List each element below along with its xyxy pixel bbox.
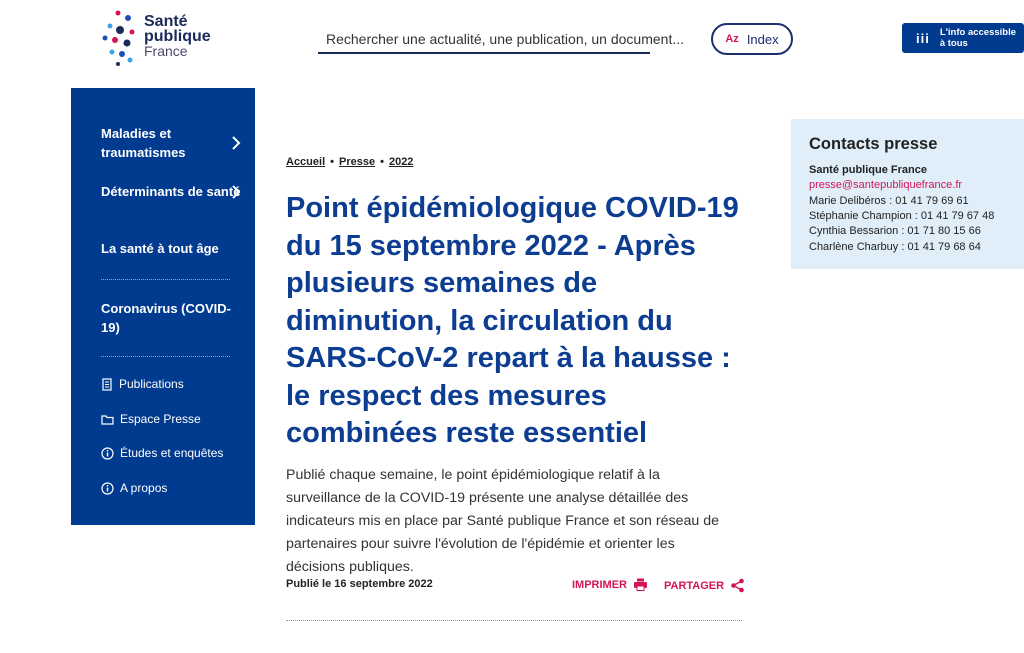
- press-contact: Marie Delibéros : 01 41 79 69 61: [809, 195, 969, 207]
- index-label: Index: [746, 31, 779, 47]
- breadcrumb-separator: •: [330, 156, 334, 168]
- share-label: PARTAGER: [664, 579, 725, 592]
- sidebar-link-publications[interactable]: [101, 377, 184, 391]
- sidebar-link-espace-presse[interactable]: [101, 412, 201, 426]
- logo-line2: publique: [144, 28, 211, 45]
- chevron-right-icon: [231, 184, 241, 200]
- chevron-right-icon: [231, 135, 241, 151]
- sidebar-divider: [101, 356, 230, 357]
- sidebar-link-label: Publications: [119, 377, 184, 391]
- sidebar-item-label: Déterminants de santé: [101, 184, 241, 199]
- sidebar-item-label: Maladies et traumatismes: [101, 126, 186, 160]
- print-button[interactable]: [572, 578, 648, 591]
- accessible-info-label: [940, 27, 1016, 49]
- site-logo[interactable]: [100, 8, 230, 70]
- search-bar[interactable]: [318, 26, 685, 54]
- press-contacts-org: Santé publique France: [809, 164, 927, 176]
- accessible-info-button[interactable]: [902, 23, 1024, 53]
- share-button[interactable]: [664, 578, 745, 593]
- document-icon: [101, 378, 113, 391]
- press-contacts-title: Contacts presse: [809, 135, 938, 153]
- sidebar-item-label: La santé à tout âge: [101, 241, 219, 256]
- sidebar-item-maladies[interactable]: [101, 124, 241, 162]
- search-input[interactable]: Rechercher une actualité, une publication, un document...: [326, 31, 685, 47]
- sidebar-link-label: Études et enquêtes: [120, 446, 224, 460]
- press-email-link[interactable]: presse@santepubliquefrance.fr: [809, 179, 963, 191]
- sidebar-link-label: A propos: [120, 481, 168, 495]
- logo-line3: France: [144, 43, 188, 59]
- sidebar-link-a-propos[interactable]: [101, 481, 167, 495]
- share-icon: [730, 578, 745, 593]
- page-title: Point épidémiologique COVID-19 du 15 septembre 2022 - Après plusieurs semaines de diminution, la circulation du SARS-CoV-2 repart à la hausse : le respect des mesures combinées reste essentiel: [286, 192, 739, 449]
- press-contact: Stéphanie Champion : 01 41 79 67 48: [809, 210, 995, 222]
- logo-dots-icon: [100, 8, 140, 70]
- accessible-line2: à tous: [939, 38, 968, 49]
- folder-icon: [101, 413, 114, 425]
- az-icon: Az: [725, 33, 739, 45]
- content-divider: [286, 620, 742, 621]
- info-icon: [101, 447, 114, 460]
- sidebar-link-label: Espace Presse: [120, 412, 201, 426]
- press-contact: Cynthia Bessarion : 01 71 80 15 66: [809, 225, 981, 237]
- breadcrumb-section[interactable]: Presse: [339, 156, 376, 168]
- logo-text: [144, 14, 211, 59]
- sidebar-divider: [101, 279, 230, 280]
- logo-line1: Santé: [144, 13, 188, 30]
- sidebar-item-coronavirus[interactable]: [101, 299, 241, 337]
- press-contact: Charlène Charbuy : 01 41 79 68 64: [809, 241, 981, 253]
- breadcrumb-year[interactable]: 2022: [388, 156, 414, 168]
- article-lede: Publié chaque semaine, le point épidémiologique relatif à la surveillance de la COVID-19 présente une analyse détaillée des indicateurs mis en place par Santé publique France et son réseau de partenaires pour suivre l'évolution de l'épidémie et orienter les décisions publiques.: [286, 467, 719, 575]
- sidebar-item-sante-age[interactable]: [101, 239, 241, 258]
- print-label: IMPRIMER: [572, 578, 627, 591]
- breadcrumb-home[interactable]: Accueil: [286, 156, 326, 168]
- accessible-line1: L'info accessible: [939, 27, 1017, 38]
- accessibility-icon: iii: [916, 30, 930, 46]
- breadcrumb: [286, 156, 413, 168]
- sidebar-item-determinants[interactable]: [101, 182, 241, 201]
- press-contacts-box: [791, 119, 1024, 269]
- sidebar-link-etudes[interactable]: [101, 446, 223, 460]
- sidebar-item-label: Coronavirus (COVID-19): [101, 301, 232, 335]
- sidebar-nav: [71, 88, 255, 525]
- breadcrumb-separator: •: [380, 156, 384, 168]
- publish-date: Publié le 16 septembre 2022: [286, 578, 433, 590]
- printer-icon: [633, 578, 648, 591]
- info-icon: [101, 482, 114, 495]
- index-button[interactable]: [711, 23, 793, 55]
